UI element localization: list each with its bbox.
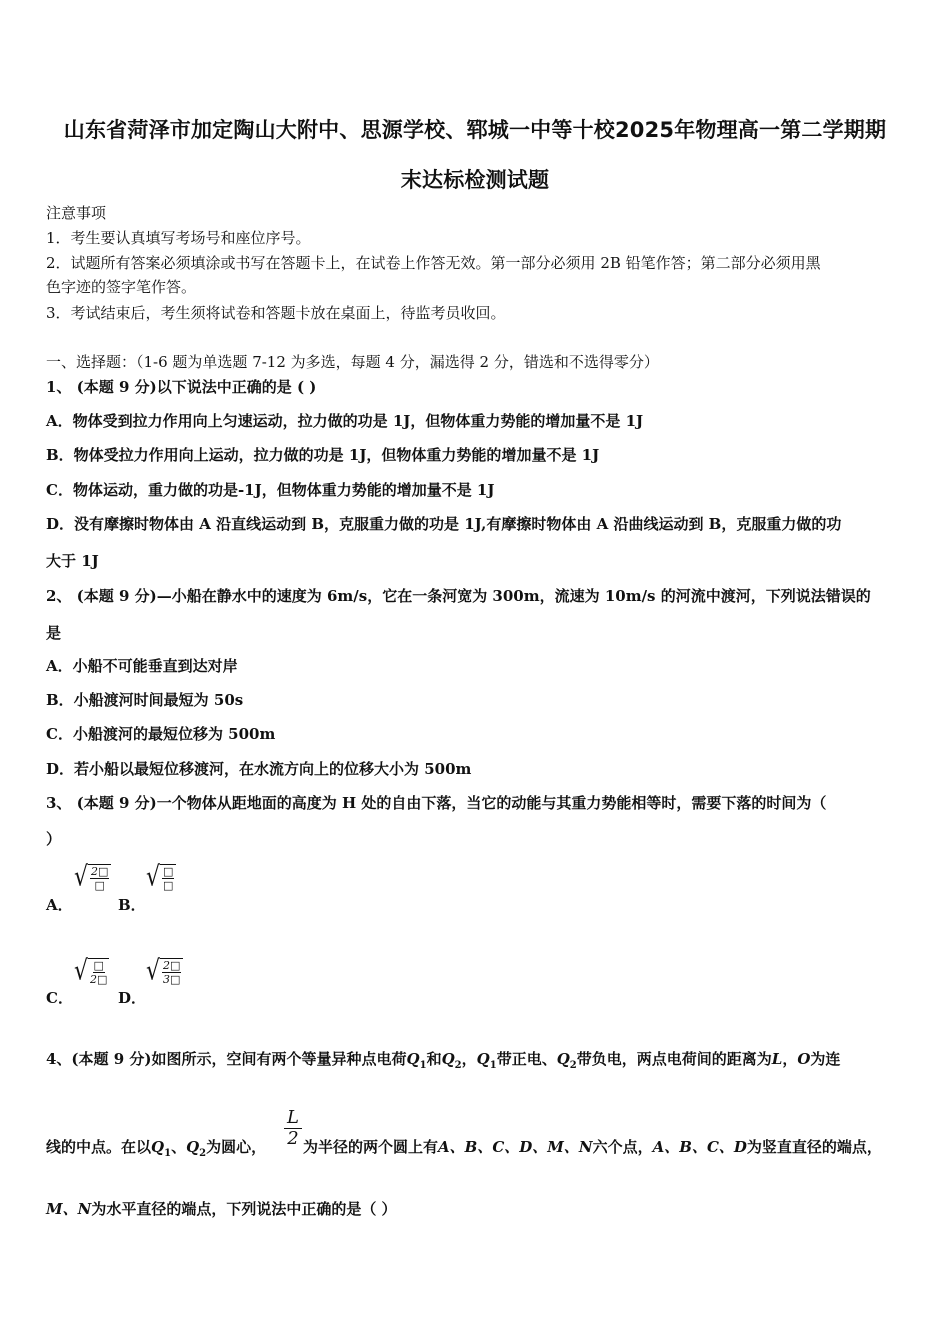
q3-option-a-formula: √ $\frac{2□}{□}$: [74, 864, 111, 892]
q2-stem: 2、 (本题 9 分)—小船在静水中的速度为 6m/s，它在一条河宽为 300m，流速为 10m/s 的河流中渡河，下列说法错误的: [46, 587, 871, 605]
q3-c-den: 2□: [90, 973, 108, 986]
q2-option-a: A．小船不可能垂直到达对岸: [46, 657, 238, 675]
q3-option-d-label: D．: [118, 989, 147, 1007]
q4-stem-line2b: 为半径的两个圆上有A、B、C、D、M、N六个点，A、B、C、D为竖直直径的端点，: [303, 1138, 882, 1156]
q3-stem: 3、 (本题 9 分)一个物体从距地面的高度为 H 处的自由下落，当它的动能与其重力势能相等时，需要下落的时间为（: [46, 794, 827, 812]
q4-stem-line2a: 线的中点。在以$Q_1$、$Q_2$为圆心，: [46, 1138, 267, 1159]
q3-d-num: 2□: [163, 959, 181, 972]
q3-a-num: 2□: [91, 865, 109, 878]
q3-option-a-label: A．: [46, 896, 73, 914]
q4-stem-line1: 4、(本题 9 分)如图所示，空间有两个等量异种点电荷$Q_1$和$Q_2$，$Q_1$带正电、$Q_2$带负电，两点电荷间的距离为L，O为连: [46, 1050, 841, 1071]
q3-b-num: □: [163, 865, 174, 878]
q3-option-b-formula: √ $\frac{□}{□}$: [146, 864, 176, 892]
exam-title-line2: 末达标检测试题: [400, 168, 550, 192]
q1-option-d-cont: 大于 1J: [46, 552, 99, 570]
q1-option-d: D．没有摩擦时物体由 A 沿直线运动到 B，克服重力做的功是 1J,有摩擦时物体由 A 沿曲线运动到 B，克服重力做的功: [46, 515, 842, 533]
q2-option-d: D．若小船以最短位移渡河，在水流方向上的位移大小为 500m: [46, 760, 472, 778]
notice-item-2-cont: 色字迹的签字笔作答。: [46, 278, 197, 296]
q4-stem-line3: M、N为水平直径的端点，下列说法中正确的是（ ）: [46, 1200, 397, 1218]
half-numerator: L: [284, 1108, 302, 1129]
q1-option-a: A．物体受到拉力作用向上匀速运动，拉力做的功是 1J，但物体重力势能的增加量不是 1J: [46, 412, 644, 430]
q3-c-num: □: [93, 959, 104, 972]
notice-item-1: 1．考生要认真填写考场号和座位序号。: [46, 229, 311, 247]
notice-heading: 注意事项: [46, 204, 107, 222]
section-heading: 一、选择题：（1-6 题为单选题 7-12 为多选，每题 4 分，漏选得 2 分，错选和不选得零分）: [46, 353, 659, 371]
half-denominator: 2: [287, 1128, 299, 1149]
q2-option-b: B．小船渡河时间最短为 50s: [46, 691, 244, 709]
q1-option-c: C．物体运动，重力做的功是-1J，但物体重力势能的增加量不是 1J: [46, 481, 495, 499]
notice-item-2: 2．试题所有答案必须填涂或书写在答题卡上，在试卷上作答无效。第一部分必须用 2B 铅笔作答；第二部分必须用黑: [46, 254, 821, 272]
notice-item-3: 3．考试结束后，考生须将试卷和答题卡放在桌面上，待监考员收回。: [46, 304, 506, 322]
q3-option-b-label: B．: [118, 896, 146, 914]
q3-a-den: □: [94, 879, 105, 892]
q1-option-b: B．物体受拉力作用向上运动，拉力做的功是 1J，但物体重力势能的增加量不是 1J: [46, 446, 600, 464]
q2-stem-cont: 是: [46, 624, 62, 642]
q3-stem-cont: ）: [46, 830, 62, 848]
q3-option-c-formula: √ $\frac{□}{2□}$: [74, 955, 108, 987]
exam-title-line1: 山东省菏泽市加定陶山大附中、思源学校、郓城一中等十校2025年物理高一第二学期期: [63, 118, 887, 142]
half-L-fraction: [284, 1108, 302, 1149]
q1-stem: 1、 (本题 9 分)以下说法中正确的是 ( ): [46, 378, 317, 396]
q2-option-c: C．小船渡河的最短位移为 500m: [46, 725, 276, 743]
q3-b-den: □: [163, 879, 174, 892]
q3-d-den: 3□: [163, 973, 181, 986]
q3-option-c-label: C．: [46, 989, 73, 1007]
q3-option-d-formula: √ $\frac{2□}{3□}$: [146, 958, 183, 986]
